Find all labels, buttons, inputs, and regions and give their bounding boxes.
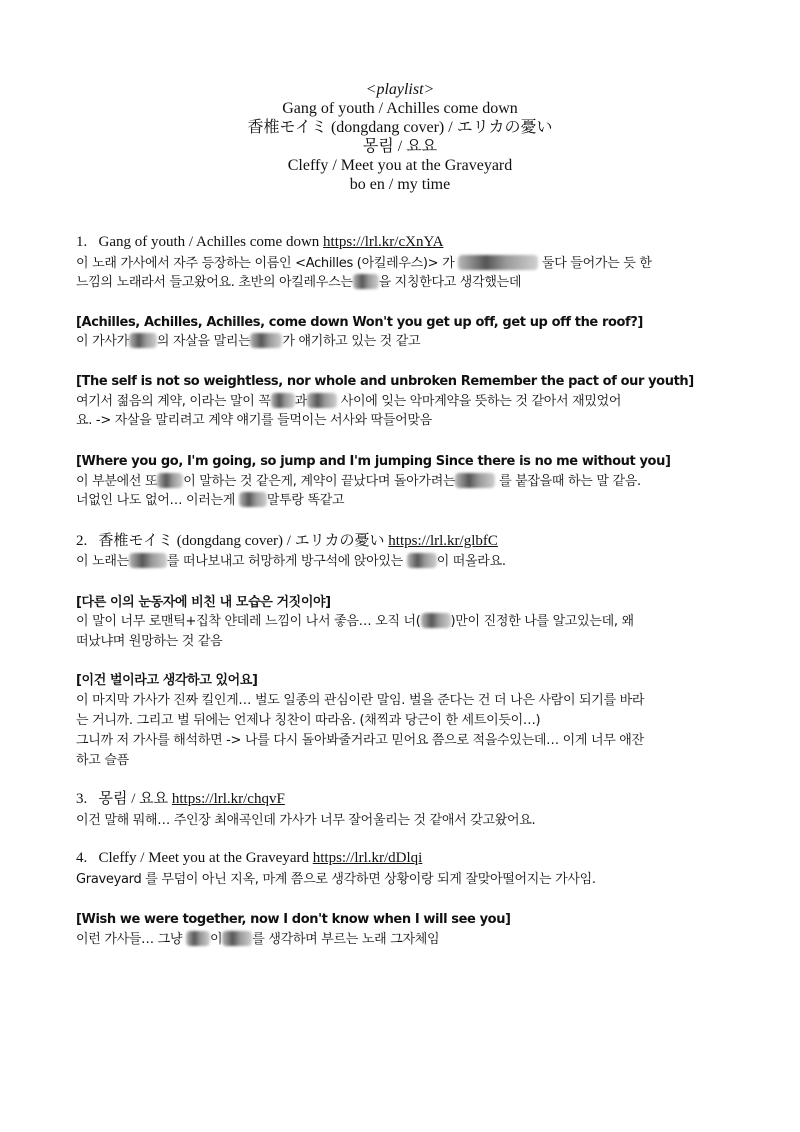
redacted-blur	[407, 553, 437, 568]
lyric-quote: [Where you go, I'm going, so jump and I'm jumping Since there is no me without you]	[76, 454, 671, 469]
redacted-blur	[129, 553, 167, 568]
lyric-quote: [The self is not so weightless, nor whole and unbroken Remember the pact of our youth]	[76, 374, 694, 389]
text: 이 노래 가사에서 자주 등장하는 이름인 <Achilles (아킬레우스)> 가	[76, 256, 455, 271]
text: 이 말이 너무 로맨틱+집착 얀데레 느낌이 나서 좋음… 오직 너(	[76, 614, 421, 629]
redacted-blur	[239, 492, 267, 507]
text: 사이에 잊는 악마계약을 뜻하는 것 같아서 재밌었어	[340, 394, 622, 409]
playlist-item: 香椎モイミ (dongdang cover) / エリカの憂い	[247, 119, 553, 136]
paragraph-line: 이건 말해 뭐해… 주인장 최애곡인데 가사가 너무 잘어울리는 것 같애서 갖고왔어요.	[76, 813, 536, 828]
text: 이 노래는	[76, 554, 129, 569]
song-link[interactable]: https://lrl.kr/cXnYA	[323, 234, 444, 250]
text: 이 가사가	[76, 334, 129, 349]
redacted-blur	[250, 333, 282, 348]
text: 를 떠나보내고 허망하게 방구석에 앉아있는	[166, 554, 403, 569]
redacted-blur	[157, 473, 183, 488]
lyric-quote: [Achilles, Achilles, Achilles, come down Won't you get up off, get up off the roof?]	[76, 315, 643, 330]
redacted-blur	[458, 255, 538, 270]
section-number: 1.	[76, 234, 88, 250]
paragraph-line: 이 마지막 가사가 진짜 킬인게… 벌도 일종의 관심이란 말임. 벌을 준다는 건 더 나은 사람이 되기를 바라	[76, 693, 645, 708]
playlist-item: Cleffy / Meet you at the Graveyard	[287, 157, 513, 174]
text: 둘다 들어가는 듯 한	[542, 256, 652, 271]
paragraph-line: 는 거니까. 그리고 벌 뒤에는 언제나 칭찬이 따라옴. (채찍과 당근이 한 세트이듯이…)	[76, 713, 541, 728]
text: 을 지칭한다고 생각했는데	[378, 275, 522, 290]
text: 이런 가사들… 그냥	[76, 932, 183, 947]
text: 이 부분에선 또	[76, 474, 158, 489]
text: 말투랑 똑같고	[266, 493, 345, 508]
text: 가 얘기하고 있는 것 같고	[282, 334, 421, 349]
text: 를 붙잡을때 하는 말 같음.	[499, 474, 641, 489]
playlist-item: bo en / my time	[349, 176, 451, 193]
redacted-blur	[129, 333, 157, 348]
text: 이 떠올라요.	[436, 554, 506, 569]
text: 여기서 젊음의 계약, 이라는 말이 꼭	[76, 394, 271, 409]
paragraph-line: 요. -> 자살을 말리려고 계약 얘기를 들먹이는 서사와 딱들어맞음	[76, 413, 432, 428]
redacted-blur	[186, 931, 210, 946]
song-title: 몽림 / 요요	[98, 791, 169, 807]
playlist-item: Gang of youth / Achilles come down	[282, 100, 518, 117]
playlist-heading: <playlist>	[365, 81, 435, 98]
paragraph-line	[76, 612, 726, 631]
song-link[interactable]: https://lrl.kr/dDlqi	[312, 850, 423, 866]
text: )만이 진정한 나를 알고있는데, 왜	[450, 614, 634, 629]
section-number: 4.	[76, 850, 88, 866]
paragraph-line: 그니까 저 가사를 해석하면 -> 나를 다시 돌아봐줄거라고 믿어요 쯤으로 적을수있는데… 이게 너무 애잔	[76, 733, 644, 748]
paragraph-line	[76, 273, 726, 292]
section-3-title-line	[76, 790, 726, 809]
redacted-blur	[353, 274, 379, 289]
song-title: Gang of youth / Achilles come down	[98, 234, 320, 250]
paragraph-line	[76, 254, 726, 273]
text: 이	[210, 932, 223, 947]
text: 이 말하는 것 같은게, 계약이 끝났다며 돌아가려는	[183, 474, 456, 489]
paragraph-line	[76, 392, 726, 411]
lyric-quote: [이건 벌이라고 생각하고 있어요]	[76, 673, 258, 688]
song-title: Cleffy / Meet you at the Graveyard	[98, 850, 309, 866]
section-4-title-line	[76, 849, 726, 868]
text: 과	[294, 394, 307, 409]
redacted-blur	[307, 393, 337, 408]
paragraph-line	[76, 491, 726, 510]
lyric-quote: [다른 이의 눈동자에 비친 내 모습은 거짓이야]	[76, 595, 331, 610]
redacted-blur	[421, 613, 451, 628]
playlist-item: 몽림 / 요요	[362, 138, 438, 155]
paragraph-line: 떠났냐며 원망하는 것 같음	[76, 634, 223, 649]
paragraph-line	[76, 472, 726, 491]
paragraph-line: Graveyard 를 무덤이 아닌 지옥, 마계 쯤으로 생각하면 상황이랑 되게 잘맞아떨어지는 가사임.	[76, 872, 596, 887]
redacted-blur	[222, 931, 252, 946]
section-2-title-line	[76, 532, 726, 551]
text: 너없인 나도 없어… 이러는게	[76, 493, 236, 508]
redacted-blur	[271, 393, 295, 408]
text: 느낌의 노래라서 들고왔어요. 초반의 아킬레우스는	[76, 275, 353, 290]
song-title: 香椎モイミ (dongdang cover) / エリカの憂い	[98, 533, 385, 549]
section-number: 3.	[76, 791, 88, 807]
section-number: 2.	[76, 533, 88, 549]
paragraph-line	[76, 332, 726, 351]
lyric-quote: [Wish we were together, now I don't know when I will see you]	[76, 912, 511, 927]
section-1-title-line	[76, 233, 726, 252]
paragraph-line: 하고 슬픔	[76, 753, 129, 768]
song-link[interactable]: https://lrl.kr/glbfC	[388, 533, 498, 549]
text: 의 자살을 말리는	[156, 334, 251, 349]
paragraph-line	[76, 552, 726, 571]
redacted-blur	[455, 473, 495, 488]
playlist-header	[0, 80, 800, 194]
song-link[interactable]: https://lrl.kr/chqvF	[171, 791, 285, 807]
text: 를 생각하며 부르는 노래 그자체임	[252, 932, 440, 947]
paragraph-line	[76, 930, 726, 949]
